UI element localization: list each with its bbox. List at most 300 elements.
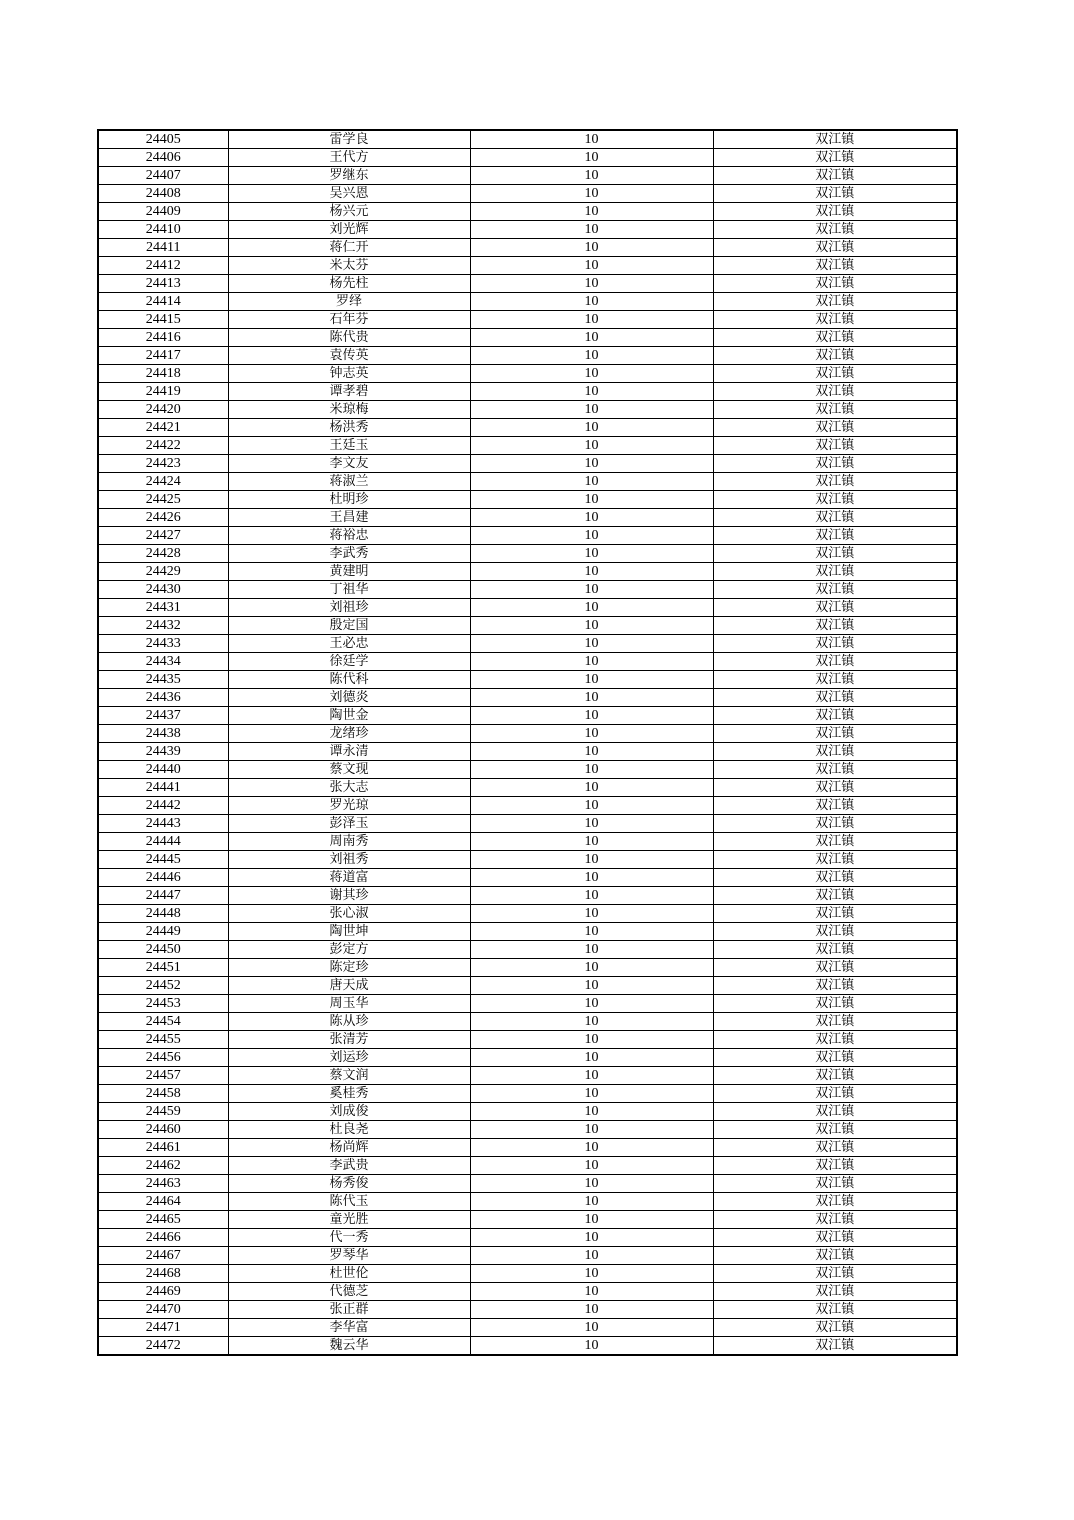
amount-cell: 10: [470, 815, 713, 833]
amount-cell: 10: [470, 779, 713, 797]
town-cell: 双江镇: [713, 509, 957, 527]
town-cell: 双江镇: [713, 905, 957, 923]
town-cell: 双江镇: [713, 1049, 957, 1067]
name-cell: 蔡文润: [228, 1067, 470, 1085]
row-id-cell: 24424: [98, 473, 228, 491]
town-cell: 双江镇: [713, 797, 957, 815]
amount-cell: 10: [470, 959, 713, 977]
table-row: [98, 257, 957, 275]
amount-cell: 10: [470, 581, 713, 599]
row-id-cell: 24419: [98, 383, 228, 401]
row-id-cell: 24426: [98, 509, 228, 527]
town-cell: 双江镇: [713, 1175, 957, 1193]
town-cell: 双江镇: [713, 563, 957, 581]
town-cell: 双江镇: [713, 1139, 957, 1157]
town-cell: 双江镇: [713, 167, 957, 185]
table-row: [98, 1301, 957, 1319]
row-id-cell: 24459: [98, 1103, 228, 1121]
name-cell: 王廷玉: [228, 437, 470, 455]
amount-cell: 10: [470, 1301, 713, 1319]
table-row: [98, 833, 957, 851]
row-id-cell: 24434: [98, 653, 228, 671]
table-row: [98, 167, 957, 185]
table-body: [98, 130, 957, 1355]
amount-cell: 10: [470, 1103, 713, 1121]
amount-cell: 10: [470, 545, 713, 563]
amount-cell: 10: [470, 869, 713, 887]
table-row: [98, 149, 957, 167]
town-cell: 双江镇: [713, 977, 957, 995]
amount-cell: 10: [470, 365, 713, 383]
table-row: [98, 347, 957, 365]
town-cell: 双江镇: [713, 1247, 957, 1265]
name-cell: 童光胜: [228, 1211, 470, 1229]
name-cell: 唐天成: [228, 977, 470, 995]
amount-cell: 10: [470, 527, 713, 545]
name-cell: 彭定方: [228, 941, 470, 959]
town-cell: 双江镇: [713, 329, 957, 347]
table-row: [98, 455, 957, 473]
amount-cell: 10: [470, 1229, 713, 1247]
table-row: [98, 1319, 957, 1337]
town-cell: 双江镇: [713, 1085, 957, 1103]
town-cell: 双江镇: [713, 185, 957, 203]
name-cell: 周玉华: [228, 995, 470, 1013]
table-row: [98, 1031, 957, 1049]
town-cell: 双江镇: [713, 1337, 957, 1356]
table-row: [98, 635, 957, 653]
table-row: [98, 1049, 957, 1067]
town-cell: 双江镇: [713, 1103, 957, 1121]
name-cell: 米太芬: [228, 257, 470, 275]
amount-cell: 10: [470, 293, 713, 311]
name-cell: 黄建明: [228, 563, 470, 581]
table-row: [98, 869, 957, 887]
town-cell: 双江镇: [713, 203, 957, 221]
amount-cell: 10: [470, 1121, 713, 1139]
town-cell: 双江镇: [713, 851, 957, 869]
amount-cell: 10: [470, 473, 713, 491]
name-cell: 蒋裕忠: [228, 527, 470, 545]
town-cell: 双江镇: [713, 1319, 957, 1337]
town-cell: 双江镇: [713, 887, 957, 905]
amount-cell: 10: [470, 1031, 713, 1049]
name-cell: 陶世坤: [228, 923, 470, 941]
table-row: [98, 617, 957, 635]
name-cell: 刘祖珍: [228, 599, 470, 617]
town-cell: 双江镇: [713, 221, 957, 239]
amount-cell: 10: [470, 1013, 713, 1031]
name-cell: 罗琴华: [228, 1247, 470, 1265]
town-cell: 双江镇: [713, 653, 957, 671]
amount-cell: 10: [470, 1265, 713, 1283]
name-cell: 罗绎: [228, 293, 470, 311]
row-id-cell: 24405: [98, 130, 228, 149]
row-id-cell: 24451: [98, 959, 228, 977]
row-id-cell: 24420: [98, 401, 228, 419]
row-id-cell: 24429: [98, 563, 228, 581]
town-cell: 双江镇: [713, 401, 957, 419]
row-id-cell: 24466: [98, 1229, 228, 1247]
row-id-cell: 24448: [98, 905, 228, 923]
table-row: [98, 329, 957, 347]
name-cell: 陈定珍: [228, 959, 470, 977]
row-id-cell: 24457: [98, 1067, 228, 1085]
town-cell: 双江镇: [713, 617, 957, 635]
row-id-cell: 24445: [98, 851, 228, 869]
name-cell: 张清芳: [228, 1031, 470, 1049]
amount-cell: 10: [470, 491, 713, 509]
row-id-cell: 24463: [98, 1175, 228, 1193]
amount-cell: 10: [470, 1139, 713, 1157]
row-id-cell: 24450: [98, 941, 228, 959]
amount-cell: 10: [470, 905, 713, 923]
amount-cell: 10: [470, 689, 713, 707]
town-cell: 双江镇: [713, 725, 957, 743]
town-cell: 双江镇: [713, 1265, 957, 1283]
table-row: [98, 725, 957, 743]
row-id-cell: 24437: [98, 707, 228, 725]
name-cell: 米琼梅: [228, 401, 470, 419]
name-cell: 杨尚辉: [228, 1139, 470, 1157]
amount-cell: 10: [470, 257, 713, 275]
name-cell: 蔡文现: [228, 761, 470, 779]
row-id-cell: 24413: [98, 275, 228, 293]
amount-cell: 10: [470, 275, 713, 293]
amount-cell: 10: [470, 401, 713, 419]
name-cell: 谢其珍: [228, 887, 470, 905]
table-row: [98, 671, 957, 689]
row-id-cell: 24447: [98, 887, 228, 905]
name-cell: 张大志: [228, 779, 470, 797]
table-row: [98, 1265, 957, 1283]
name-cell: 谭永清: [228, 743, 470, 761]
table-row: [98, 1229, 957, 1247]
amount-cell: 10: [470, 923, 713, 941]
amount-cell: 10: [470, 617, 713, 635]
table-row: [98, 545, 957, 563]
amount-cell: 10: [470, 761, 713, 779]
town-cell: 双江镇: [713, 869, 957, 887]
row-id-cell: 24442: [98, 797, 228, 815]
row-id-cell: 24440: [98, 761, 228, 779]
name-cell: 刘德炎: [228, 689, 470, 707]
town-cell: 双江镇: [713, 491, 957, 509]
town-cell: 双江镇: [713, 761, 957, 779]
data-table: [97, 129, 958, 1356]
name-cell: 杜明珍: [228, 491, 470, 509]
row-id-cell: 24410: [98, 221, 228, 239]
row-id-cell: 24446: [98, 869, 228, 887]
amount-cell: 10: [470, 1247, 713, 1265]
name-cell: 杜良尧: [228, 1121, 470, 1139]
table-row: [98, 527, 957, 545]
town-cell: 双江镇: [713, 1229, 957, 1247]
row-id-cell: 24468: [98, 1265, 228, 1283]
table-row: [98, 419, 957, 437]
row-id-cell: 24458: [98, 1085, 228, 1103]
town-cell: 双江镇: [713, 347, 957, 365]
town-cell: 双江镇: [713, 1301, 957, 1319]
table-row: [98, 995, 957, 1013]
amount-cell: 10: [470, 743, 713, 761]
amount-cell: 10: [470, 941, 713, 959]
table-row: [98, 1103, 957, 1121]
town-cell: 双江镇: [713, 941, 957, 959]
name-cell: 周南秀: [228, 833, 470, 851]
name-cell: 李武贵: [228, 1157, 470, 1175]
table-row: [98, 959, 957, 977]
table-row: [98, 203, 957, 221]
name-cell: 代一秀: [228, 1229, 470, 1247]
amount-cell: 10: [470, 1283, 713, 1301]
row-id-cell: 24422: [98, 437, 228, 455]
table-row: [98, 1067, 957, 1085]
name-cell: 王昌建: [228, 509, 470, 527]
name-cell: 蒋仁开: [228, 239, 470, 257]
name-cell: 王代方: [228, 149, 470, 167]
name-cell: 谭孝碧: [228, 383, 470, 401]
row-id-cell: 24454: [98, 1013, 228, 1031]
amount-cell: 10: [470, 203, 713, 221]
table-row: [98, 1175, 957, 1193]
table-row: [98, 401, 957, 419]
row-id-cell: 24449: [98, 923, 228, 941]
table-row: [98, 311, 957, 329]
row-id-cell: 24412: [98, 257, 228, 275]
amount-cell: 10: [470, 437, 713, 455]
town-cell: 双江镇: [713, 779, 957, 797]
table-row: [98, 851, 957, 869]
town-cell: 双江镇: [713, 1283, 957, 1301]
amount-cell: 10: [470, 311, 713, 329]
row-id-cell: 24409: [98, 203, 228, 221]
amount-cell: 10: [470, 977, 713, 995]
town-cell: 双江镇: [713, 527, 957, 545]
table-row: [98, 887, 957, 905]
table-row: [98, 239, 957, 257]
amount-cell: 10: [470, 167, 713, 185]
name-cell: 雷学良: [228, 130, 470, 149]
table-row: [98, 293, 957, 311]
row-id-cell: 24431: [98, 599, 228, 617]
town-cell: 双江镇: [713, 707, 957, 725]
row-id-cell: 24411: [98, 239, 228, 257]
table-row: [98, 581, 957, 599]
town-cell: 双江镇: [713, 1067, 957, 1085]
row-id-cell: 24435: [98, 671, 228, 689]
table-row: [98, 1337, 957, 1356]
table-row: [98, 977, 957, 995]
name-cell: 陈从珍: [228, 1013, 470, 1031]
town-cell: 双江镇: [713, 239, 957, 257]
name-cell: 刘成俊: [228, 1103, 470, 1121]
name-cell: 蒋道富: [228, 869, 470, 887]
town-cell: 双江镇: [713, 1211, 957, 1229]
row-id-cell: 24455: [98, 1031, 228, 1049]
row-id-cell: 24443: [98, 815, 228, 833]
table-row: [98, 1121, 957, 1139]
name-cell: 杜世伦: [228, 1265, 470, 1283]
town-cell: 双江镇: [713, 959, 957, 977]
name-cell: 代德芝: [228, 1283, 470, 1301]
name-cell: 殷定国: [228, 617, 470, 635]
town-cell: 双江镇: [713, 275, 957, 293]
town-cell: 双江镇: [713, 995, 957, 1013]
name-cell: 张心淑: [228, 905, 470, 923]
name-cell: 袁传英: [228, 347, 470, 365]
row-id-cell: 24432: [98, 617, 228, 635]
row-id-cell: 24471: [98, 1319, 228, 1337]
table-row: [98, 1139, 957, 1157]
row-id-cell: 24430: [98, 581, 228, 599]
town-cell: 双江镇: [713, 1121, 957, 1139]
town-cell: 双江镇: [713, 437, 957, 455]
table-row: [98, 779, 957, 797]
town-cell: 双江镇: [713, 599, 957, 617]
row-id-cell: 24444: [98, 833, 228, 851]
amount-cell: 10: [470, 455, 713, 473]
amount-cell: 10: [470, 1193, 713, 1211]
amount-cell: 10: [470, 635, 713, 653]
name-cell: 陈代贵: [228, 329, 470, 347]
row-id-cell: 24425: [98, 491, 228, 509]
amount-cell: 10: [470, 833, 713, 851]
town-cell: 双江镇: [713, 311, 957, 329]
name-cell: 杨洪秀: [228, 419, 470, 437]
town-cell: 双江镇: [713, 545, 957, 563]
table-row: [98, 1247, 957, 1265]
row-id-cell: 24467: [98, 1247, 228, 1265]
amount-cell: 10: [470, 1175, 713, 1193]
table-row: [98, 797, 957, 815]
table-row: [98, 1013, 957, 1031]
amount-cell: 10: [470, 671, 713, 689]
row-id-cell: 24470: [98, 1301, 228, 1319]
table-row: [98, 491, 957, 509]
row-id-cell: 24417: [98, 347, 228, 365]
name-cell: 杨先柱: [228, 275, 470, 293]
table-row: [98, 941, 957, 959]
amount-cell: 10: [470, 851, 713, 869]
amount-cell: 10: [470, 725, 713, 743]
amount-cell: 10: [470, 1085, 713, 1103]
row-id-cell: 24428: [98, 545, 228, 563]
name-cell: 吴兴恩: [228, 185, 470, 203]
row-id-cell: 24433: [98, 635, 228, 653]
name-cell: 王必忠: [228, 635, 470, 653]
row-id-cell: 24439: [98, 743, 228, 761]
table-row: [98, 365, 957, 383]
row-id-cell: 24469: [98, 1283, 228, 1301]
amount-cell: 10: [470, 419, 713, 437]
name-cell: 丁祖华: [228, 581, 470, 599]
town-cell: 双江镇: [713, 743, 957, 761]
table-row: [98, 743, 957, 761]
name-cell: 刘运珍: [228, 1049, 470, 1067]
row-id-cell: 24456: [98, 1049, 228, 1067]
town-cell: 双江镇: [713, 689, 957, 707]
table-row: [98, 130, 957, 149]
amount-cell: 10: [470, 383, 713, 401]
table-row: [98, 761, 957, 779]
row-id-cell: 24406: [98, 149, 228, 167]
town-cell: 双江镇: [713, 365, 957, 383]
amount-cell: 10: [470, 599, 713, 617]
table-row: [98, 509, 957, 527]
row-id-cell: 24441: [98, 779, 228, 797]
name-cell: 陈代玉: [228, 1193, 470, 1211]
row-id-cell: 24408: [98, 185, 228, 203]
table-row: [98, 437, 957, 455]
row-id-cell: 24452: [98, 977, 228, 995]
name-cell: 杨兴元: [228, 203, 470, 221]
name-cell: 张正群: [228, 1301, 470, 1319]
name-cell: 魏云华: [228, 1337, 470, 1356]
row-id-cell: 24462: [98, 1157, 228, 1175]
amount-cell: 10: [470, 1049, 713, 1067]
town-cell: 双江镇: [713, 1013, 957, 1031]
town-cell: 双江镇: [713, 581, 957, 599]
name-cell: 陈代科: [228, 671, 470, 689]
town-cell: 双江镇: [713, 257, 957, 275]
name-cell: 李武秀: [228, 545, 470, 563]
row-id-cell: 24464: [98, 1193, 228, 1211]
row-id-cell: 24423: [98, 455, 228, 473]
amount-cell: 10: [470, 239, 713, 257]
town-cell: 双江镇: [713, 419, 957, 437]
town-cell: 双江镇: [713, 1157, 957, 1175]
amount-cell: 10: [470, 1067, 713, 1085]
name-cell: 彭泽玉: [228, 815, 470, 833]
amount-cell: 10: [470, 185, 713, 203]
row-id-cell: 24427: [98, 527, 228, 545]
name-cell: 钟志英: [228, 365, 470, 383]
name-cell: 陶世金: [228, 707, 470, 725]
table-row: [98, 275, 957, 293]
town-cell: 双江镇: [713, 635, 957, 653]
name-cell: 徐廷学: [228, 653, 470, 671]
name-cell: 李文友: [228, 455, 470, 473]
town-cell: 双江镇: [713, 923, 957, 941]
row-id-cell: 24453: [98, 995, 228, 1013]
table-row: [98, 563, 957, 581]
amount-cell: 10: [470, 221, 713, 239]
row-id-cell: 24436: [98, 689, 228, 707]
name-cell: 罗继东: [228, 167, 470, 185]
amount-cell: 10: [470, 329, 713, 347]
amount-cell: 10: [470, 130, 713, 149]
name-cell: 罗光琼: [228, 797, 470, 815]
table-row: [98, 707, 957, 725]
town-cell: 双江镇: [713, 130, 957, 149]
amount-cell: 10: [470, 509, 713, 527]
town-cell: 双江镇: [713, 149, 957, 167]
amount-cell: 10: [470, 1319, 713, 1337]
table-row: [98, 383, 957, 401]
name-cell: 李华富: [228, 1319, 470, 1337]
table-row: [98, 923, 957, 941]
amount-cell: 10: [470, 887, 713, 905]
amount-cell: 10: [470, 563, 713, 581]
town-cell: 双江镇: [713, 833, 957, 851]
name-cell: 刘光辉: [228, 221, 470, 239]
amount-cell: 10: [470, 149, 713, 167]
amount-cell: 10: [470, 707, 713, 725]
row-id-cell: 24418: [98, 365, 228, 383]
row-id-cell: 24465: [98, 1211, 228, 1229]
town-cell: 双江镇: [713, 455, 957, 473]
